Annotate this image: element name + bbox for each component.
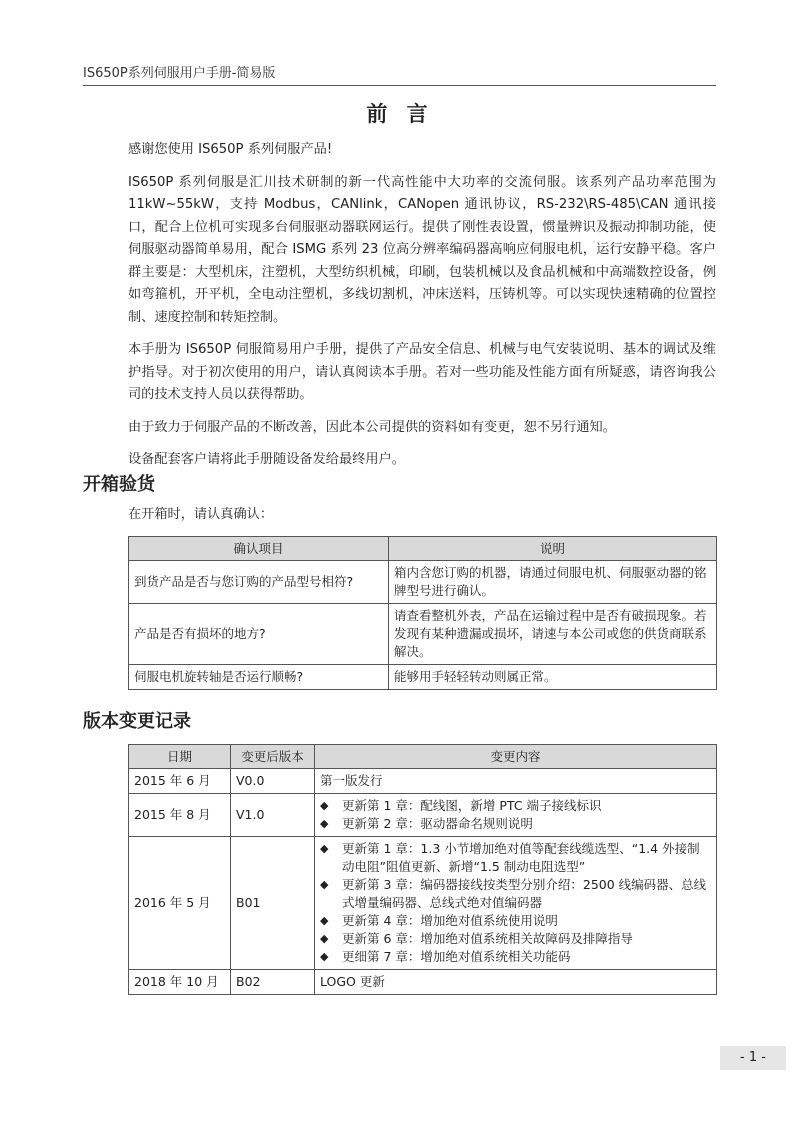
table-row: [129, 970, 717, 995]
change-text: 更新第 2 章：驱动器命名规则说明: [342, 816, 533, 831]
check-description: 请查看整机外表，产品在运输过程中是否有破损现象。若发现有某种遗漏或损坏，请速与本公司或您的供货商联系解决。: [389, 604, 717, 665]
revision-date: 2016 年 5 月: [129, 837, 231, 970]
column-header: 说明: [389, 537, 717, 561]
list-item: [320, 797, 711, 815]
preface-paragraph: IS650P 系列伺服是汇川技术研制的新一代高性能中大功率的交流伺服。该系列产品功率范围为 11kW~55kW，支持 Modbus，CANlink，CANopen 通讯协议，RS-232\RS-485\CAN 通讯接口，配合上位机可实现多台伺服驱动器联网运行。提供了刚性表设置，惯量辨识及振动抑制功能，使伺服驱动器简单易用，配合 ISMG 系列 23 位高分辨率编码器高响应伺服电机，运行安静平稳。客户群主要是：大型机床，注塑机，大型纺织机械，印刷，包装机械以及食品机械和中高端数控设备，例如弯箍机，开平机，全电动注塑机，多线切割机，冲床送料，压铸机等。可以实现快速精确的位置控制、速度控制和转矩控制。: [128, 174, 716, 325]
change-list: [320, 840, 711, 966]
revision-date: 2018 年 10 月: [129, 970, 231, 995]
table-row: [129, 769, 717, 794]
table-header-row: [129, 745, 717, 769]
running-header-title: IS650P系列伺服用户手册-简易版: [83, 66, 276, 81]
revision-table: [128, 744, 717, 995]
revision-heading: 版本变更记录: [83, 711, 191, 732]
table-row: [129, 604, 717, 665]
revision-date: 2015 年 6 月: [129, 769, 231, 794]
running-header: [83, 62, 716, 86]
page-number: - 1 -: [720, 1046, 786, 1070]
diamond-bullet-icon: ◆: [320, 878, 329, 891]
revision-content: [315, 837, 717, 970]
change-text: 更新第 3 章：编码器接线按类型分别介绍：2500 线编码器、总线式增量编码器、总线式绝对值编码器: [342, 877, 707, 910]
revision-date: 2015 年 8 月: [129, 794, 231, 837]
page-title: 前 言: [366, 102, 434, 126]
preface-paragraph: 由于致力于伺服产品的不断改善，因此本公司提供的资料如有变更，恕不另行通知。: [128, 419, 616, 435]
unboxing-intro: 在开箱时，请认真确认：: [128, 507, 274, 522]
table-row: [129, 561, 717, 604]
list-item: [320, 876, 711, 912]
diamond-bullet-icon: ◆: [320, 817, 329, 830]
check-item: 产品是否有损坏的地方?: [129, 604, 389, 665]
column-header: 变更后版本: [231, 745, 315, 769]
list-item: [320, 840, 711, 876]
revision-content: 第一版发行: [315, 769, 717, 794]
change-text: 更新第 6 章：增加绝对值系统相关故障码及排障指导: [342, 931, 633, 946]
revision-content: LOGO 更新: [315, 970, 717, 995]
list-item: [320, 930, 711, 948]
preface-body: [128, 139, 716, 482]
list-item: [320, 912, 711, 930]
revision-version: B01: [231, 837, 315, 970]
diamond-bullet-icon: ◆: [320, 842, 329, 855]
revision-version: V0.0: [231, 769, 315, 794]
check-item: 伺服电机旋转轴是否运行顺畅?: [129, 665, 389, 690]
list-item: [320, 815, 711, 833]
diamond-bullet-icon: ◆: [320, 914, 329, 927]
check-item: 到货产品是否与您订购的产品型号相符?: [129, 561, 389, 604]
check-description: 能够用手轻轻转动则属正常。: [389, 665, 717, 690]
change-text: 更新第 1 章：1.3 小节增加绝对值等配套线缆选型、“1.4 外接制动电阻”阻值更新、新增“1.5 制动电阻选型”: [342, 841, 700, 874]
preface-paragraph: 感谢您使用 IS650P 系列伺服产品!: [128, 142, 333, 157]
preface-paragraph: 本手册为 IS650P 伺服简易用户手册，提供了产品安全信息、机械与电气安装说明、基本的调试及维护指导。对于初次使用的用户，请认真阅读本手册。若对一些功能及性能方面有所疑惑，请咨询我公司的技术支持人员以获得帮助。: [128, 342, 716, 402]
diamond-bullet-icon: ◆: [320, 799, 329, 812]
diamond-bullet-icon: ◆: [320, 932, 329, 945]
change-text: 更细第 7 章：增加绝对值系统相关功能码: [342, 949, 571, 964]
change-text: 更新第 4 章：增加绝对值系统使用说明: [342, 913, 558, 928]
unboxing-table: [128, 536, 717, 690]
list-item: [320, 948, 711, 966]
change-list: [320, 797, 711, 833]
column-header: 变更内容: [315, 745, 717, 769]
unboxing-heading: 开箱验货: [83, 474, 155, 495]
diamond-bullet-icon: ◆: [320, 950, 329, 963]
preface-paragraph: 设备配套客户请将此手册随设备发给最终用户。: [128, 452, 405, 467]
table-row: [129, 665, 717, 690]
check-description: 箱内含您订购的机器，请通过伺服电机、伺服驱动器的铭牌型号进行确认。: [389, 561, 717, 604]
table-header-row: [129, 537, 717, 561]
table-row: [129, 837, 717, 970]
column-header: 日期: [129, 745, 231, 769]
column-header: 确认项目: [129, 537, 389, 561]
revision-version: V1.0: [231, 794, 315, 837]
table-row: [129, 794, 717, 837]
revision-version: B02: [231, 970, 315, 995]
change-text: 更新第 1 章：配线图，新增 PTC 端子接线标识: [342, 798, 602, 813]
revision-content: [315, 794, 717, 837]
